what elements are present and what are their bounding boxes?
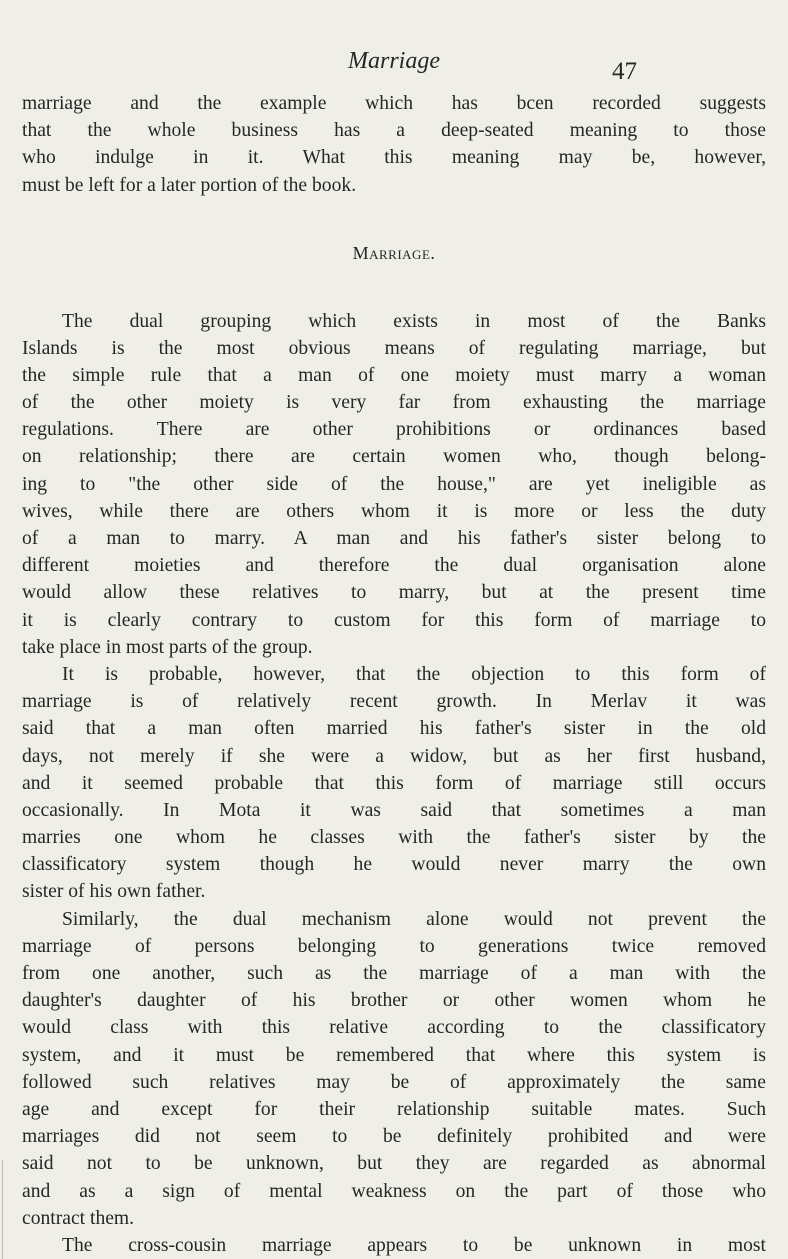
- text-line: who indulge in it. What this meaning may be, however,: [22, 147, 766, 169]
- text-line: of the other moiety is very far from exhausting the marriage: [22, 392, 766, 414]
- text-line: would allow these relatives to marry, but at the present time: [22, 582, 766, 604]
- text-line: the simple rule that a man of one moiety must marry a woman: [22, 364, 766, 386]
- text-line: ing to "the other side of the house," are yet ineligible as: [22, 473, 766, 495]
- text-line: followed such relatives may be of approximately the same: [22, 1071, 766, 1093]
- text-line: must be left for a later portion of the book.: [22, 174, 357, 196]
- paragraph: [22, 90, 766, 199]
- text-line: said that a man often married his father's sister in the old: [22, 718, 766, 740]
- text-line: days, not merely if she were a widow, but as her first husband,: [22, 745, 766, 767]
- text-line: wives, while there are others whom it is more or less the duty: [22, 500, 766, 522]
- text-line: age and except for their relationship suitable mates. Such: [22, 1098, 766, 1120]
- text-line: The cross-cousin marriage appears to be unknown in most: [62, 1234, 766, 1256]
- text-line: take place in most parts of the group.: [22, 636, 313, 658]
- text-line: from one another, such as the marriage of a man with the: [22, 963, 766, 985]
- text-line: that the whole business has a deep-seated meaning to those: [22, 120, 766, 142]
- text-line: daughter's daughter of his brother or other women whom he: [22, 990, 766, 1012]
- paragraph: [22, 661, 766, 906]
- scan-edge-line: [2, 1160, 3, 1259]
- text-line: contract them.: [22, 1207, 135, 1229]
- paragraph: [22, 1232, 766, 1259]
- page-number: 47: [612, 58, 637, 85]
- text-line: and it seemed probable that this form of marriage still occurs: [22, 772, 766, 794]
- text-line: classificatory system though he would never marry the own: [22, 854, 766, 876]
- text-line: and as a sign of mental weakness on the part of those who: [22, 1180, 766, 1202]
- text-line: Similarly, the dual mechanism alone would not prevent the: [62, 908, 766, 930]
- text-line: of a man to marry. A man and his father's sister belong to: [22, 528, 766, 550]
- text-line: occasionally. In Mota it was said that sometimes a man: [22, 799, 766, 821]
- page-body: [22, 90, 766, 1259]
- text-line: marriage is of relatively recent growth. In Merlav it was: [22, 691, 766, 713]
- text-line: marries one whom he classes with the father's sister by the: [22, 827, 766, 849]
- text-line: The dual grouping which exists in most of the Banks: [62, 310, 766, 332]
- paragraph: [22, 906, 766, 1232]
- text-line: regulations. There are other prohibitions or ordinances based: [22, 419, 766, 441]
- text-line: would class with this relative according to the classificatory: [22, 1017, 766, 1039]
- text-line: said not to be unknown, but they are regarded as abnormal: [22, 1153, 766, 1175]
- text-line: system, and it must be remembered that where this system is: [22, 1044, 766, 1066]
- text-line: sister of his own father.: [22, 881, 206, 903]
- section-heading: Marriage.: [352, 242, 436, 263]
- text-line: marriage and the example which has bcen recorded suggests: [22, 93, 766, 114]
- running-title: Marriage: [348, 48, 440, 74]
- text-line: It is probable, however, that the objection to this form of: [62, 663, 766, 685]
- text-line: different moieties and therefore the dual organisation alone: [22, 555, 766, 577]
- text-line: marriages did not seem to be definitely prohibited and were: [22, 1126, 766, 1148]
- text-line: it is clearly contrary to custom for this form of marriage to: [22, 609, 766, 631]
- paragraph: [22, 308, 766, 661]
- text-line: marriage of persons belonging to generations twice removed: [22, 935, 766, 957]
- text-line: Islands is the most obvious means of regulating marriage, but: [22, 337, 766, 359]
- text-line: on relationship; there are certain women who, though belong-: [22, 446, 766, 468]
